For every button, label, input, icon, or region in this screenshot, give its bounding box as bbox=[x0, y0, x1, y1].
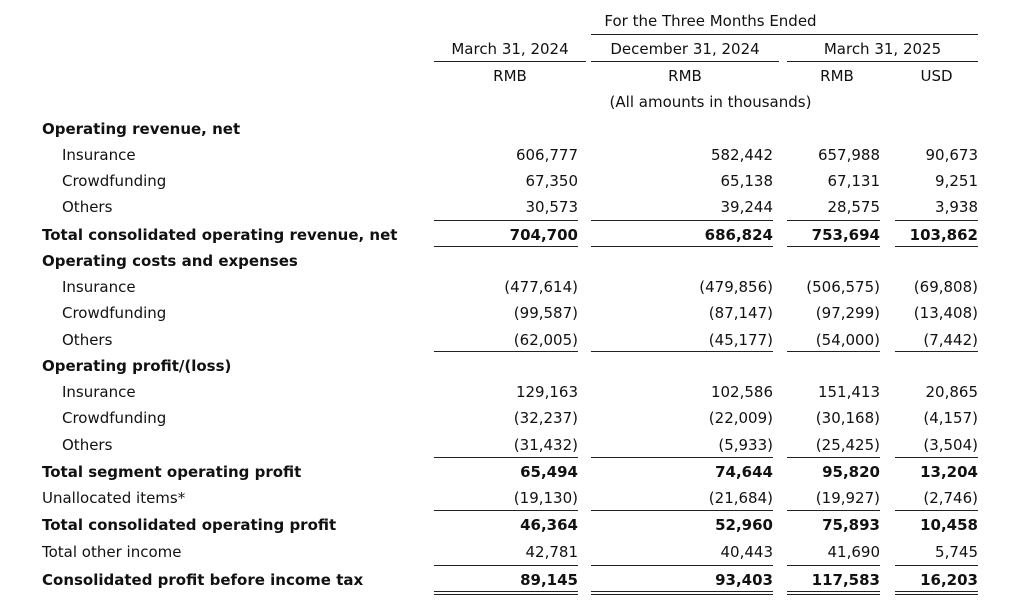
row-label: Insurance bbox=[62, 383, 136, 401]
subtotal-rule bbox=[895, 457, 978, 458]
row-label: Total consolidated operating profit bbox=[42, 516, 337, 534]
subtotal-rule bbox=[895, 220, 978, 221]
value-mar-2025-rmb: 151,413 bbox=[817, 383, 880, 401]
value-dec-2024: (87,147) bbox=[708, 304, 773, 322]
value-mar-2025-rmb: 117,583 bbox=[811, 571, 880, 589]
value-mar-2025-usd: 90,673 bbox=[925, 146, 978, 164]
units-note: (All amounts in thousands) bbox=[609, 93, 812, 111]
section-end-rule bbox=[895, 351, 978, 352]
col1-date: March 31, 2024 bbox=[451, 40, 569, 58]
value-mar-2025-usd: 20,865 bbox=[925, 383, 978, 401]
value-mar-2025-usd: (7,442) bbox=[923, 331, 978, 349]
subtotal-rule bbox=[591, 510, 773, 511]
subtotal-rule bbox=[591, 220, 773, 221]
value-dec-2024: (45,177) bbox=[708, 331, 773, 349]
table-row bbox=[0, 251, 1016, 277]
value-dec-2024: 40,443 bbox=[720, 543, 773, 561]
row-label: Operating revenue, net bbox=[42, 120, 241, 138]
value-mar-2025-usd: 13,204 bbox=[920, 463, 978, 481]
value-mar-2025-usd: (3,504) bbox=[923, 436, 978, 454]
row-label: Insurance bbox=[62, 146, 136, 164]
header-rule-col1 bbox=[434, 61, 586, 62]
row-label: Total consolidated operating revenue, net bbox=[42, 226, 398, 244]
value-mar-2024: (99,587) bbox=[513, 304, 578, 322]
value-mar-2025-rmb: (30,168) bbox=[815, 409, 880, 427]
table-row bbox=[0, 303, 1016, 329]
total-rule bbox=[591, 246, 773, 247]
value-mar-2025-rmb: 753,694 bbox=[811, 226, 880, 244]
value-mar-2024: 129,163 bbox=[515, 383, 578, 401]
value-mar-2025-rmb: 95,820 bbox=[822, 463, 880, 481]
section-end-rule bbox=[787, 351, 880, 352]
row-label: Total segment operating profit bbox=[42, 463, 302, 481]
table-row-total bbox=[0, 225, 1016, 251]
value-mar-2025-usd: 3,938 bbox=[935, 198, 978, 216]
table-row-total bbox=[0, 462, 1016, 488]
subtotal-rule bbox=[895, 510, 978, 511]
value-mar-2025-rmb: (25,425) bbox=[815, 436, 880, 454]
row-label: Others bbox=[62, 198, 113, 216]
value-dec-2024: 39,244 bbox=[720, 198, 773, 216]
value-mar-2024: 46,364 bbox=[520, 516, 578, 534]
row-label: Crowdfunding bbox=[62, 304, 167, 322]
row-label: Operating profit/(loss) bbox=[42, 357, 232, 375]
subtotal-rule bbox=[787, 220, 880, 221]
double-underline bbox=[895, 591, 978, 595]
table-row bbox=[0, 382, 1016, 408]
header-rule-col34 bbox=[787, 61, 978, 62]
value-mar-2025-rmb: (54,000) bbox=[815, 331, 880, 349]
period-title: For the Three Months Ended bbox=[604, 12, 817, 30]
value-mar-2025-rmb: 67,131 bbox=[827, 172, 880, 190]
value-mar-2024: 89,145 bbox=[520, 571, 578, 589]
total-rule bbox=[434, 246, 578, 247]
value-mar-2024: (477,614) bbox=[504, 278, 578, 296]
value-mar-2024: 65,494 bbox=[520, 463, 578, 481]
value-mar-2025-rmb: (506,575) bbox=[806, 278, 880, 296]
value-mar-2024: (19,130) bbox=[513, 489, 578, 507]
double-underline bbox=[787, 591, 880, 595]
value-mar-2024: 67,350 bbox=[525, 172, 578, 190]
value-dec-2024: (22,009) bbox=[708, 409, 773, 427]
double-underline bbox=[434, 591, 578, 595]
value-dec-2024: 686,824 bbox=[704, 226, 773, 244]
subtotal-rule bbox=[895, 565, 978, 566]
value-mar-2025-usd: 103,862 bbox=[909, 226, 978, 244]
table-row bbox=[0, 145, 1016, 171]
row-label: Insurance bbox=[62, 278, 136, 296]
row-label: Others bbox=[62, 331, 113, 349]
subtotal-rule bbox=[787, 457, 880, 458]
value-dec-2024: (479,856) bbox=[699, 278, 773, 296]
value-dec-2024: (21,684) bbox=[708, 489, 773, 507]
table-row bbox=[0, 171, 1016, 197]
value-mar-2025-usd: (4,157) bbox=[923, 409, 978, 427]
value-mar-2025-usd: 5,745 bbox=[935, 543, 978, 561]
table-row bbox=[0, 119, 1016, 145]
value-mar-2025-usd: 16,203 bbox=[920, 571, 978, 589]
section-end-rule bbox=[434, 351, 578, 352]
subtotal-rule bbox=[591, 457, 773, 458]
col34-date: March 31, 2025 bbox=[823, 40, 942, 58]
col4-currency: USD bbox=[920, 67, 953, 85]
value-dec-2024: 65,138 bbox=[720, 172, 773, 190]
value-mar-2024: (62,005) bbox=[513, 331, 578, 349]
value-mar-2025-usd: 10,458 bbox=[920, 516, 978, 534]
subtotal-rule bbox=[434, 220, 578, 221]
row-label: Operating costs and expenses bbox=[42, 252, 298, 270]
value-mar-2024: 42,781 bbox=[525, 543, 578, 561]
value-mar-2024: 606,777 bbox=[515, 146, 578, 164]
value-dec-2024: 102,586 bbox=[710, 383, 773, 401]
value-mar-2025-usd: (2,746) bbox=[923, 489, 978, 507]
value-mar-2025-usd: 9,251 bbox=[935, 172, 978, 190]
row-label: Total other income bbox=[42, 543, 182, 561]
col1-currency: RMB bbox=[493, 67, 527, 85]
value-mar-2024: (31,432) bbox=[513, 436, 578, 454]
table-row bbox=[0, 330, 1016, 356]
value-dec-2024: 93,403 bbox=[715, 571, 773, 589]
value-dec-2024: 52,960 bbox=[715, 516, 773, 534]
col3-currency: RMB bbox=[820, 67, 854, 85]
table-row bbox=[0, 277, 1016, 303]
table-row-total bbox=[0, 515, 1016, 541]
double-underline bbox=[591, 591, 773, 595]
header-rule-top bbox=[591, 34, 978, 35]
value-mar-2025-rmb: 75,893 bbox=[822, 516, 880, 534]
total-rule bbox=[787, 246, 880, 247]
value-mar-2024: 704,700 bbox=[509, 226, 578, 244]
row-label: Crowdfunding bbox=[62, 172, 167, 190]
value-mar-2025-rmb: (19,927) bbox=[815, 489, 880, 507]
subtotal-rule bbox=[434, 457, 578, 458]
value-mar-2025-usd: (69,808) bbox=[913, 278, 978, 296]
subtotal-rule bbox=[434, 510, 578, 511]
row-label: Crowdfunding bbox=[62, 409, 167, 427]
value-mar-2024: 30,573 bbox=[525, 198, 578, 216]
subtotal-rule bbox=[591, 565, 773, 566]
header-rule-col2 bbox=[591, 61, 779, 62]
value-dec-2024: 582,442 bbox=[710, 146, 773, 164]
subtotal-rule bbox=[787, 565, 880, 566]
row-label: Others bbox=[62, 436, 113, 454]
col2-date: December 31, 2024 bbox=[610, 40, 760, 58]
col2-currency: RMB bbox=[668, 67, 702, 85]
value-mar-2025-rmb: (97,299) bbox=[815, 304, 880, 322]
value-mar-2025-rmb: 657,988 bbox=[817, 146, 880, 164]
table-row bbox=[0, 356, 1016, 382]
subtotal-rule bbox=[787, 510, 880, 511]
table-row bbox=[0, 408, 1016, 434]
value-mar-2025-rmb: 41,690 bbox=[827, 543, 880, 561]
value-mar-2025-usd: (13,408) bbox=[913, 304, 978, 322]
row-label: Consolidated profit before income tax bbox=[42, 571, 364, 589]
table-row-grand-total bbox=[0, 570, 1016, 596]
total-rule bbox=[895, 246, 978, 247]
value-mar-2025-rmb: 28,575 bbox=[827, 198, 880, 216]
value-mar-2024: (32,237) bbox=[513, 409, 578, 427]
subtotal-rule bbox=[434, 565, 578, 566]
row-label: Unallocated items* bbox=[42, 489, 186, 507]
value-dec-2024: (5,933) bbox=[718, 436, 773, 454]
section-end-rule bbox=[591, 351, 773, 352]
value-dec-2024: 74,644 bbox=[715, 463, 773, 481]
